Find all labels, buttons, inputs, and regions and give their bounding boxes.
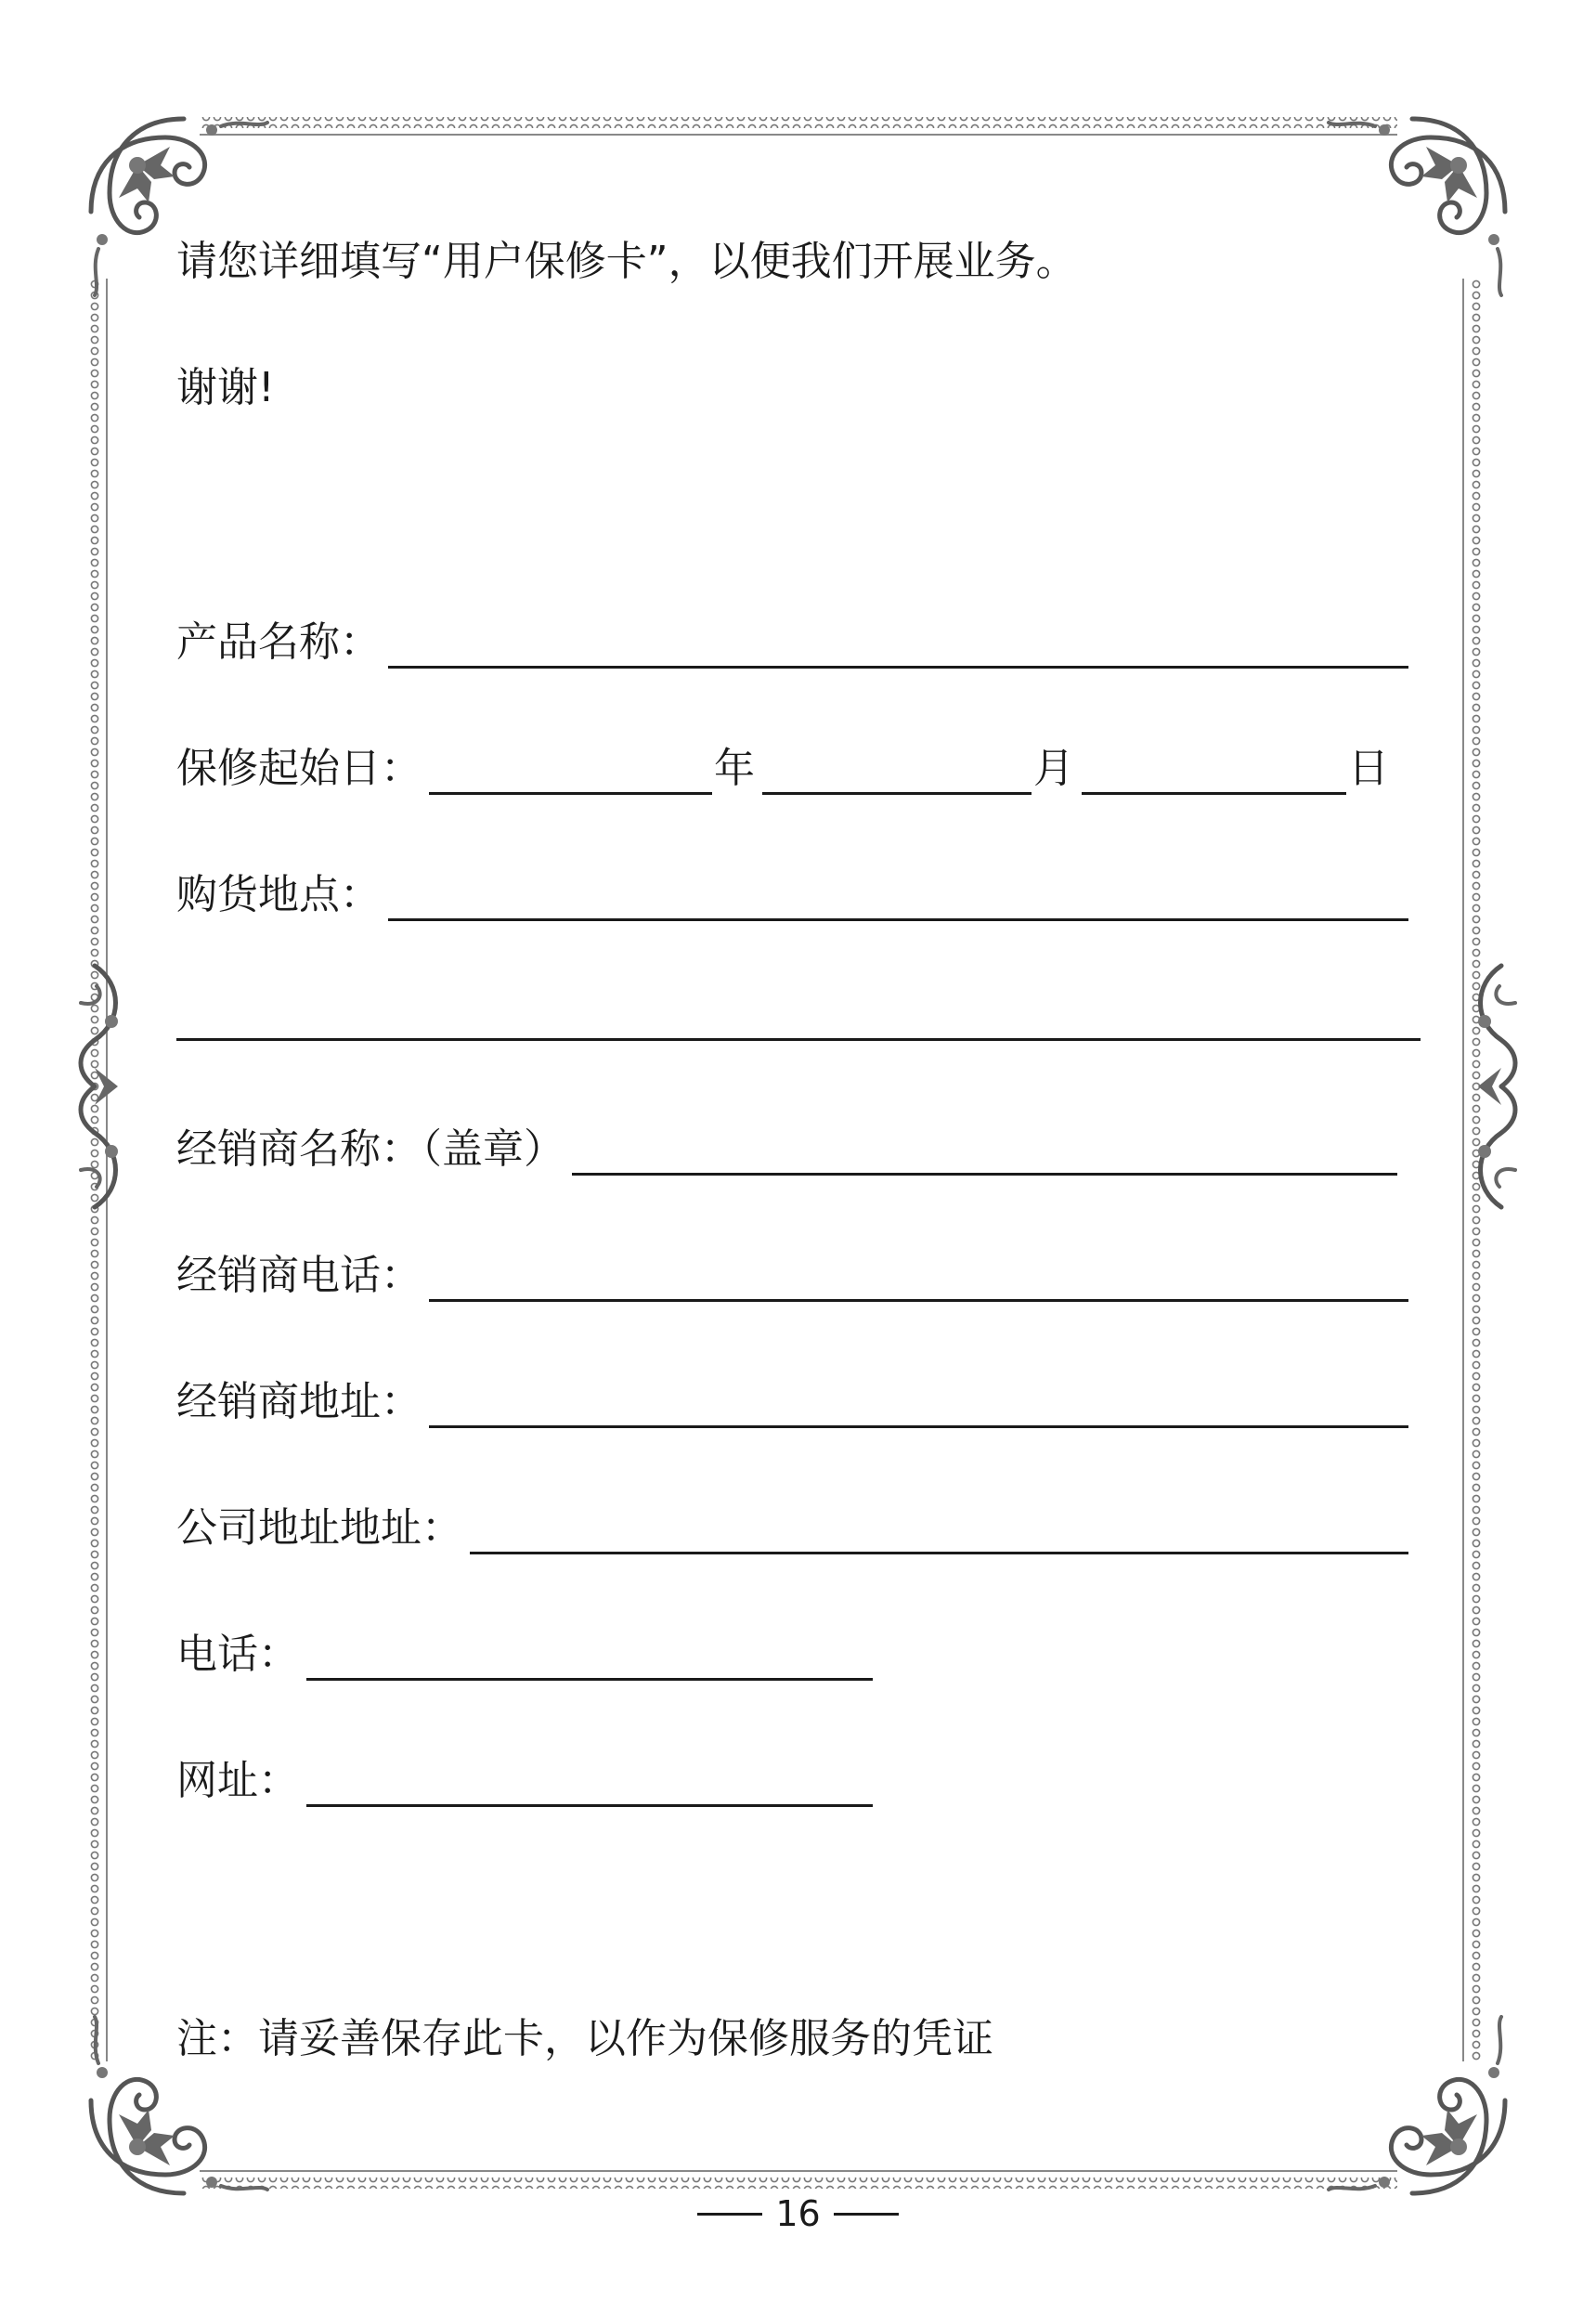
warranty-start-field[interactable] xyxy=(176,739,1393,795)
purchase-place-label: 购货地点： xyxy=(176,871,381,918)
year-blank[interactable] xyxy=(429,751,712,795)
month-blank[interactable] xyxy=(762,751,1032,795)
dealer-name-blank[interactable] xyxy=(572,1132,1397,1176)
website-label: 网址： xyxy=(176,1757,299,1804)
year-label: 年 xyxy=(714,745,755,792)
day-blank[interactable] xyxy=(1082,751,1346,795)
dealer-name-label: 经销商名称：（盖章） xyxy=(176,1125,564,1173)
website-blank[interactable] xyxy=(306,1763,873,1807)
product-name-blank[interactable] xyxy=(388,625,1408,669)
warranty-start-label: 保修起始日： xyxy=(176,745,422,792)
purchase-place-blank[interactable] xyxy=(388,878,1408,921)
dealer-name-field[interactable] xyxy=(176,1120,1397,1176)
dealer-phone-label: 经销商电话： xyxy=(176,1252,422,1299)
company-address-label: 公司地址地址： xyxy=(176,1504,462,1552)
page-number-dash-left xyxy=(697,2213,762,2216)
dealer-address-blank[interactable] xyxy=(429,1384,1408,1428)
dealer-address-field[interactable] xyxy=(176,1372,1408,1428)
month-label: 月 xyxy=(1033,745,1074,792)
phone-label: 电话： xyxy=(176,1631,299,1678)
dealer-phone-blank[interactable] xyxy=(429,1258,1408,1302)
phone-field[interactable] xyxy=(176,1625,873,1681)
page-number: 16 xyxy=(775,2193,821,2234)
dealer-address-label: 经销商地址： xyxy=(176,1378,422,1425)
website-field[interactable] xyxy=(176,1751,873,1807)
phone-blank[interactable] xyxy=(306,1637,873,1681)
company-address-field[interactable] xyxy=(176,1499,1408,1554)
intro-text: 请您详细填写“用户保修卡”，以便我们开展业务。 xyxy=(176,238,1077,285)
purchase-place-field[interactable] xyxy=(176,865,1408,921)
company-address-blank[interactable] xyxy=(470,1511,1408,1554)
day-label: 日 xyxy=(1348,745,1389,792)
page-footer xyxy=(0,2191,1596,2236)
page-number-dash-right xyxy=(834,2213,899,2216)
product-name-field[interactable] xyxy=(176,613,1408,669)
thanks-text: 谢谢! xyxy=(176,364,275,411)
purchase-place-extra-line[interactable] xyxy=(176,1038,1421,1041)
dealer-phone-field[interactable] xyxy=(176,1246,1408,1302)
product-name-label: 产品名称： xyxy=(176,618,381,666)
note-text: 注：请妥善保存此卡，以作为保修服务的凭证 xyxy=(176,2015,993,2062)
